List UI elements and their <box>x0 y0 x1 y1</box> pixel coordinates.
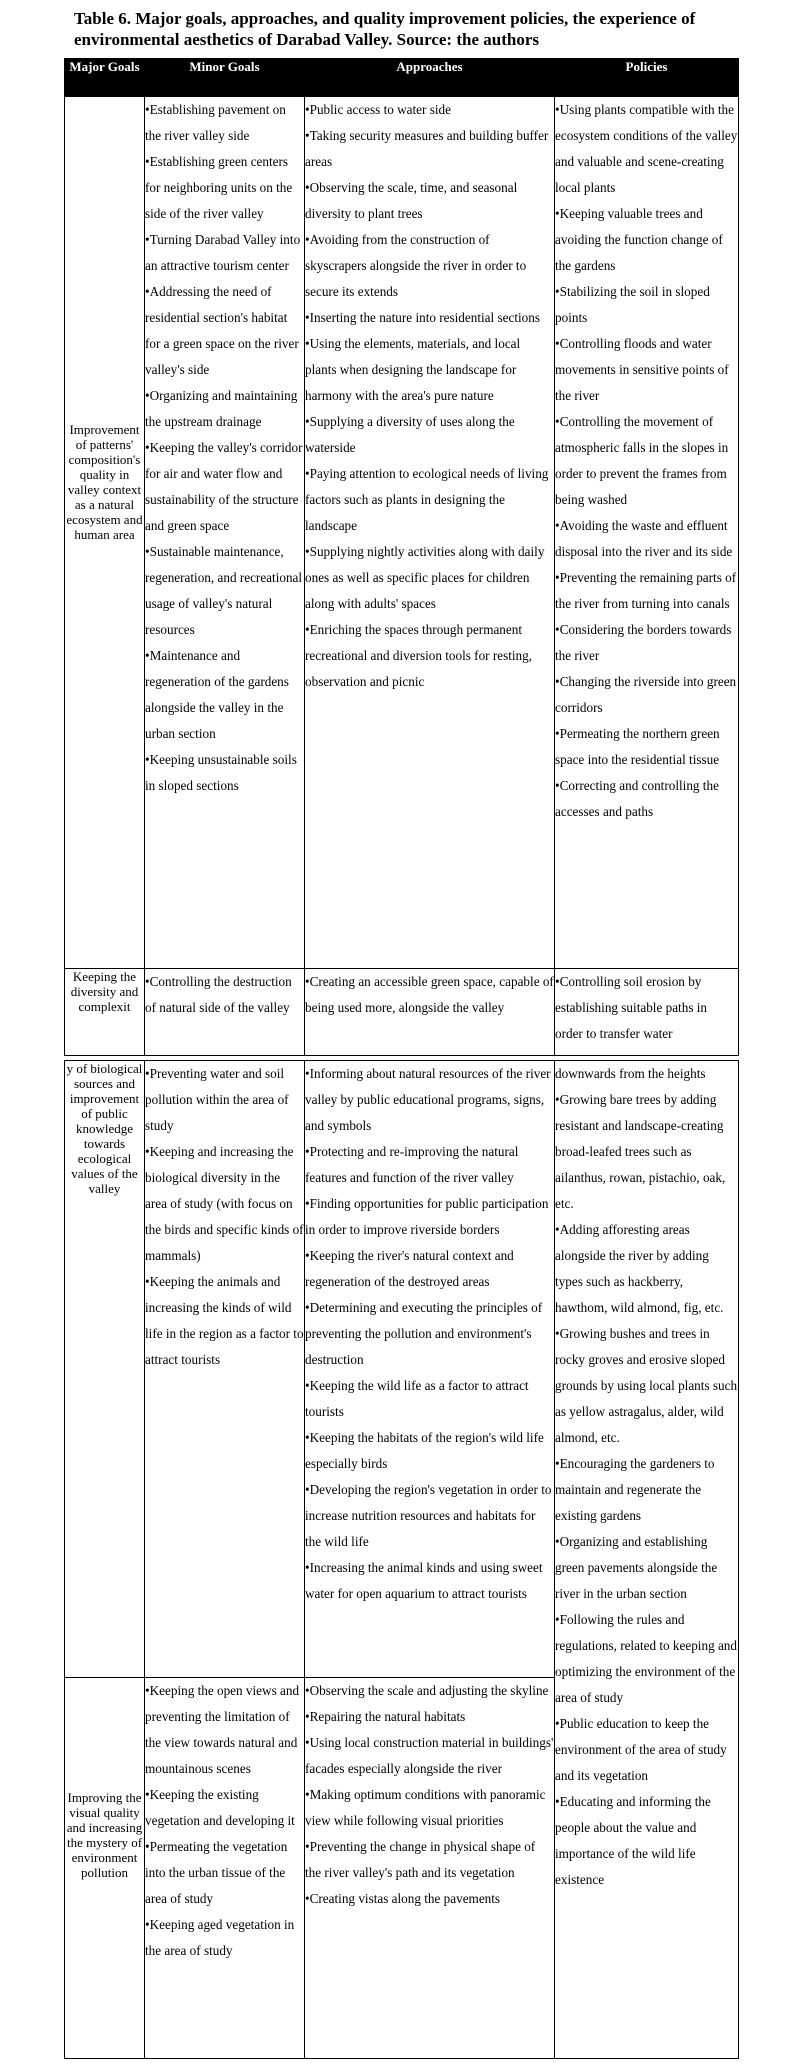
approaches-cell <box>305 969 555 1056</box>
list-item: •Determining and executing the principles of preventing the pollution and environment's destruction <box>305 1300 543 1367</box>
list-item: •Controlling the destruction of natural side of the valley <box>145 974 292 1015</box>
list-item: •Addressing the need of residential section's habitat for a green space on the river valley's side <box>145 284 299 377</box>
list-item: •Growing bushes and trees in rocky groves and erosive sloped grounds by using local plants such as yellow astragalus, alder, wild almond, etc. <box>555 1326 738 1445</box>
list-item: •Educating and informing the people about the value and importance of the wild life existence <box>555 1794 711 1887</box>
list-item: •Paying attention to ecological needs of living factors such as plants in designing the landscape <box>305 466 549 533</box>
list-item: •Keeping the habitats of the region's wild life especially birds <box>305 1430 544 1471</box>
list-item: •Protecting and re-improving the natural features and function of the river valley <box>305 1144 519 1185</box>
list-item: •Developing the region's vegetation in order to increase nutrition resources and habitats for the wild life <box>305 1482 552 1549</box>
list-item: •Controlling soil erosion by establishing suitable paths in order to transfer water <box>555 974 708 1041</box>
list-item: •Preventing the change in physical shape of the river valley's path and its vegetation <box>305 1839 536 1880</box>
list-item: •Observing the scale, time, and seasonal diversity to plant trees <box>305 180 518 221</box>
list-item: •Keeping aged vegetation in the area of study <box>145 1917 295 1958</box>
list-item: •Encouraging the gardeners to maintain and regenerate the existing gardens <box>555 1456 715 1523</box>
list-item: •Considering the borders towards the river <box>555 622 732 663</box>
list-item: •Inserting the nature into residential sections <box>305 310 540 325</box>
list-item: •Permeating the northern green space into the residential tissue <box>555 726 720 767</box>
list-item: •Making optimum conditions with panoramic view while following visual priorities <box>305 1787 546 1828</box>
major-goal-cell <box>65 1678 145 2059</box>
list-item: downwards from the heights <box>555 1066 706 1081</box>
list-item: •Repairing the natural habitats <box>305 1709 466 1724</box>
list-item: •Using plants compatible with the ecosystem conditions of the valley and valuable and scene-creating local plants <box>555 102 738 195</box>
list-item: •Keeping the river's natural context and regeneration of the destroyed areas <box>305 1248 514 1289</box>
list-item: •Supplying nightly activities along with daily ones as well as specific places for children along with adults' spaces <box>305 544 545 611</box>
list-item: •Keeping the existing vegetation and developing it <box>145 1787 295 1828</box>
policies-cell <box>555 1061 739 2059</box>
list-item: •Establishing pavement on the river valley side <box>145 102 286 143</box>
list-item: •Keeping the animals and increasing the kinds of wild life in the region as a factor to attract tourists <box>145 1274 304 1367</box>
list-item: •Enriching the spaces through permanent recreational and diversion tools for resting, observation and picnic <box>305 622 533 689</box>
list-item: •Finding opportunities for public participation in order to improve riverside borders <box>305 1196 549 1237</box>
list-item: •Preventing water and soil pollution within the area of study <box>145 1066 289 1133</box>
goals-table-part-1 <box>64 58 739 1056</box>
policies-cell <box>555 97 739 969</box>
list-item: •Keeping the open views and preventing the limitation of the view towards natural and mountainous scenes <box>145 1683 300 1776</box>
list-item: •Increasing the animal kinds and using sweet water for open aquarium to attract tourists <box>305 1560 543 1601</box>
list-item: •Creating vistas along the pavements <box>305 1891 501 1906</box>
minor-goals-cell <box>145 969 305 1056</box>
minor-goals-cell <box>145 97 305 969</box>
table-header-row <box>65 59 739 97</box>
list-item: •Avoiding the waste and effluent disposal into the river and its side <box>555 518 733 559</box>
list-item: •Supplying a diversity of uses along the waterside <box>305 414 515 455</box>
table-caption: Table 6. Major goals, approaches, and quality improvement policies, the experience of environmental aesthetics of Darabad Valley. Source: the authors <box>74 9 696 49</box>
list-item: •Sustainable maintenance, regeneration, and recreational usage of valley's natural resources <box>145 544 303 637</box>
approaches-cell <box>305 1061 555 1678</box>
major-goal-text: Improving the visual quality and increasing the mystery of environment pollution <box>66 1790 143 1880</box>
major-goal-cell <box>65 1061 145 1678</box>
list-item: •Informing about natural resources of the river valley by public educational programs, signs, and symbols <box>305 1066 551 1133</box>
header-major-goals: Major Goals <box>65 59 145 97</box>
list-item: •Controlling the movement of atmospheric falls in the slopes in order to prevent the frames from being washed <box>555 414 729 507</box>
list-item: •Turning Darabad Valley into an attractive tourism center <box>145 232 301 273</box>
policies-cell <box>555 969 739 1056</box>
list-item: •Adding afforesting areas alongside the river by adding types such as hackberry, hawthom, wild almond, fig, etc. <box>555 1222 724 1315</box>
goals-table-part-2 <box>64 1060 739 2059</box>
header-approaches: Approaches <box>305 59 555 97</box>
list-item: •Preventing the remaining parts of the river from turning into canals <box>555 570 737 611</box>
list-item: •Creating an accessible green space, capable of being used more, alongside the valley <box>305 974 554 1015</box>
list-item: •Taking security measures and building buffer areas <box>305 128 549 169</box>
major-goal-text: Keeping the diversity and complexit <box>70 969 139 1014</box>
list-item: •Organizing and establishing green pavements alongside the river in the urban section <box>555 1534 718 1601</box>
approaches-cell <box>305 1678 555 2059</box>
list-item: •Establishing green centers for neighboring units on the side of the river valley <box>145 154 293 221</box>
list-item: •Keeping and increasing the biological diversity in the area of study (with focus on the birds and specific kinds of mammals) <box>145 1144 304 1263</box>
list-item: •Using local construction material in buildings' facades especially alongside the river <box>305 1735 554 1776</box>
list-item: •Organizing and maintaining the upstream drainage <box>145 388 298 429</box>
list-item: •Correcting and controlling the accesses and paths <box>555 778 719 819</box>
major-goal-text: Improvement of patterns' composition's quality in valley context as a natural ecosystem and human area <box>66 422 143 542</box>
table-row <box>65 97 739 969</box>
list-item: •Public access to water side <box>305 102 451 117</box>
list-item: •Permeating the vegetation into the urban tissue of the area of study <box>145 1839 288 1906</box>
list-item: •Following the rules and regulations, related to keeping and optimizing the environment of the area of study <box>555 1612 737 1705</box>
list-item: •Keeping the wild life as a factor to attract tourists <box>305 1378 529 1419</box>
table-row <box>65 969 739 1056</box>
list-item: •Changing the riverside into green corridors <box>555 674 737 715</box>
list-item: •Stabilizing the soil in sloped points <box>555 284 710 325</box>
list-item: •Growing bare trees by adding resistant and landscape-creating broad-leafed trees such as ailanthus, rowan, pistachio, oak, etc. <box>555 1092 726 1211</box>
minor-goals-cell <box>145 1061 305 1678</box>
header-minor-goals: Minor Goals <box>145 59 305 97</box>
major-goal-text: y of biological sources and improvement of public knowledge towards ecological values of the valley <box>66 1061 143 1196</box>
table-row <box>65 1061 739 1678</box>
list-item: •Keeping valuable trees and avoiding the function change of the gardens <box>555 206 723 273</box>
list-item: •Avoiding from the construction of skyscrapers alongside the river in order to secure its extends <box>305 232 527 299</box>
list-item: •Controlling floods and water movements in sensitive points of the river <box>555 336 729 403</box>
list-item: •Keeping unsustainable soils in sloped sections <box>145 752 297 793</box>
major-goal-cell <box>65 969 145 1056</box>
minor-goals-cell <box>145 1678 305 2059</box>
list-item: •Public education to keep the environment of the area of study and its vegetation <box>555 1716 727 1783</box>
list-item: •Observing the scale and adjusting the skyline <box>305 1683 549 1698</box>
list-item: •Using the elements, materials, and local plants when designing the landscape for harmony with the area's pure nature <box>305 336 521 403</box>
approaches-cell <box>305 97 555 969</box>
list-item: •Maintenance and regeneration of the gardens alongside the valley in the urban section <box>145 648 289 741</box>
major-goal-cell <box>65 97 145 969</box>
list-item: •Keeping the valley's corridor for air and water flow and sustainability of the structure and green space <box>145 440 303 533</box>
header-policies: Policies <box>555 59 739 97</box>
